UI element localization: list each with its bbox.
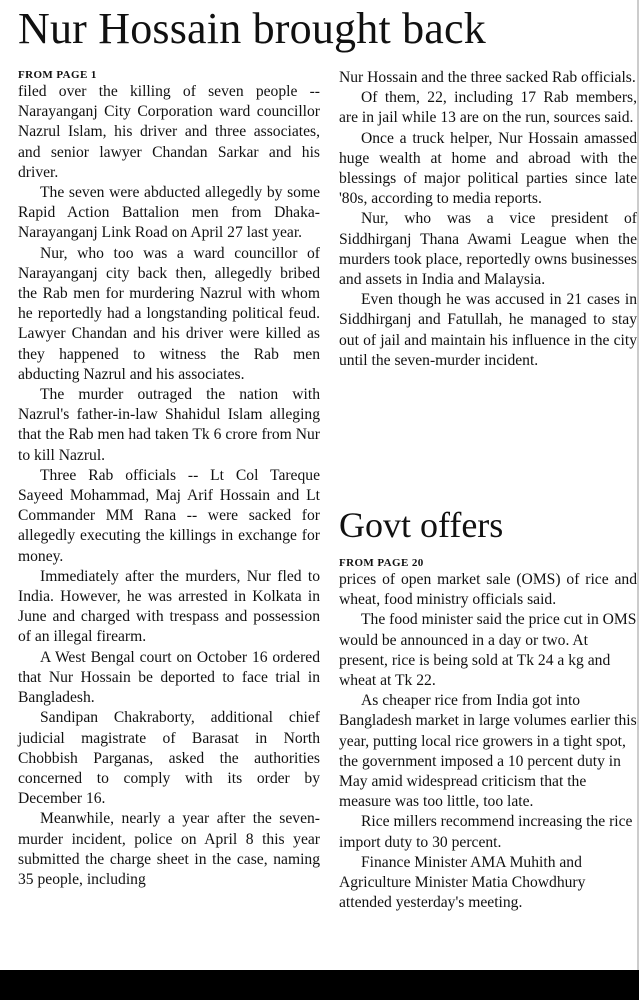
jump-label: FROM PAGE 20: [339, 557, 424, 569]
paragraph: filed over the killing of seven people -- Narayanganj City Corporation ward councillor Nazrul Islam, his driver and three associates, and senior lawyer Chandan Sarkar and his driver.: [18, 83, 320, 181]
paragraph: Immediately after the murders, Nur fled to India. However, he was arrested in Kolkata in June and charged with trespass and possession of an illegal firearm.: [18, 567, 320, 646]
paragraph: prices of open market sale (OMS) of rice and wheat, food ministry officials said.: [339, 571, 637, 609]
bottom-border: [0, 970, 639, 1000]
paragraph: A West Bengal court on October 16 ordered that Nur Hossain be deported to face trial in Bangladesh.: [18, 648, 320, 707]
paragraph: Nur Hossain and the three sacked Rab officials.: [339, 69, 636, 86]
paragraph: Nur, who too was a ward councillor of Narayanganj city back then, allegedly bribed the Rab men for murdering Nazrul with whom he reportedly had a longstanding political feud. Lawyer Chandan and his driver were killed as they happened to witness the Rab men abducting Nazrul and his associates.: [18, 244, 320, 383]
paragraph: The food minister said the price cut in OMS would be announced in a day or two. At present, rice is being sold at Tk 24 a kg and wheat at Tk 22.: [339, 611, 637, 690]
paragraph: Once a truck helper, Nur Hossain amassed huge wealth at home and abroad with the blessings of major political parties since late '80s, according to media reports.: [339, 129, 637, 208]
second-article-headline: Govt offers: [339, 505, 504, 545]
jump-label: FROM PAGE 1: [18, 69, 97, 81]
paragraph: As cheaper rice from India got into Bangladesh market in large volumes earlier this year, putting local rice growers in a tight spot, the government imposed a 10 percent duty in May amid widespread criticism that the measure was too little, too late.: [339, 692, 637, 811]
paragraph: The seven were abducted allegedly by some Rapid Action Battalion men from Dhaka-Narayanganj Link Road on April 27 last year.: [18, 184, 320, 242]
paragraph: Sandipan Chakraborty, additional chief judicial magistrate of Barasat in North Chobbish Parganas, asked the authorities concerned to comply with its order by December 16.: [18, 709, 320, 808]
paragraph: The murder outraged the nation with Nazrul's father-in-law Shahidul Islam alleging that the Rab men had taken Tk 6 crore from Nur to kill Nazrul.: [18, 386, 320, 464]
paragraph: Even though he was accused in 21 cases in Siddhirganj and Fatullah, he managed to stay out of jail and maintain his influence in the city until the seven-murder incident.: [339, 291, 637, 369]
second-article-column: [339, 556, 637, 913]
article-right-column: [339, 68, 637, 371]
paragraph: Of them, 22, including 17 Rab members, are in jail while 13 are on the run, sources said.: [339, 89, 637, 127]
article-headline: Nur Hossain brought back: [18, 4, 486, 53]
paragraph: Rice millers recommend increasing the rice import duty to 30 percent.: [339, 813, 633, 851]
paragraph: Finance Minister AMA Muhith and Agriculture Minister Matia Chowdhury attended yesterday's meeting.: [339, 853, 586, 912]
paragraph: Meanwhile, nearly a year after the seven-murder incident, police on April 8 this year submitted the charge sheet in the case, naming 35 people, including: [18, 810, 320, 888]
paragraph: Nur, who was a vice president of Siddhirganj Thana Awami League when the murders took place, reportedly owns businesses and assets in India and Malaysia.: [339, 210, 637, 289]
paragraph: Three Rab officials -- Lt Col Tareque Sayeed Mohammad, Maj Arif Hossain and Lt Commander MM Rana -- were sacked for allegedly executing the killings in exchange for money.: [18, 466, 320, 565]
article-left-column: [18, 68, 320, 890]
